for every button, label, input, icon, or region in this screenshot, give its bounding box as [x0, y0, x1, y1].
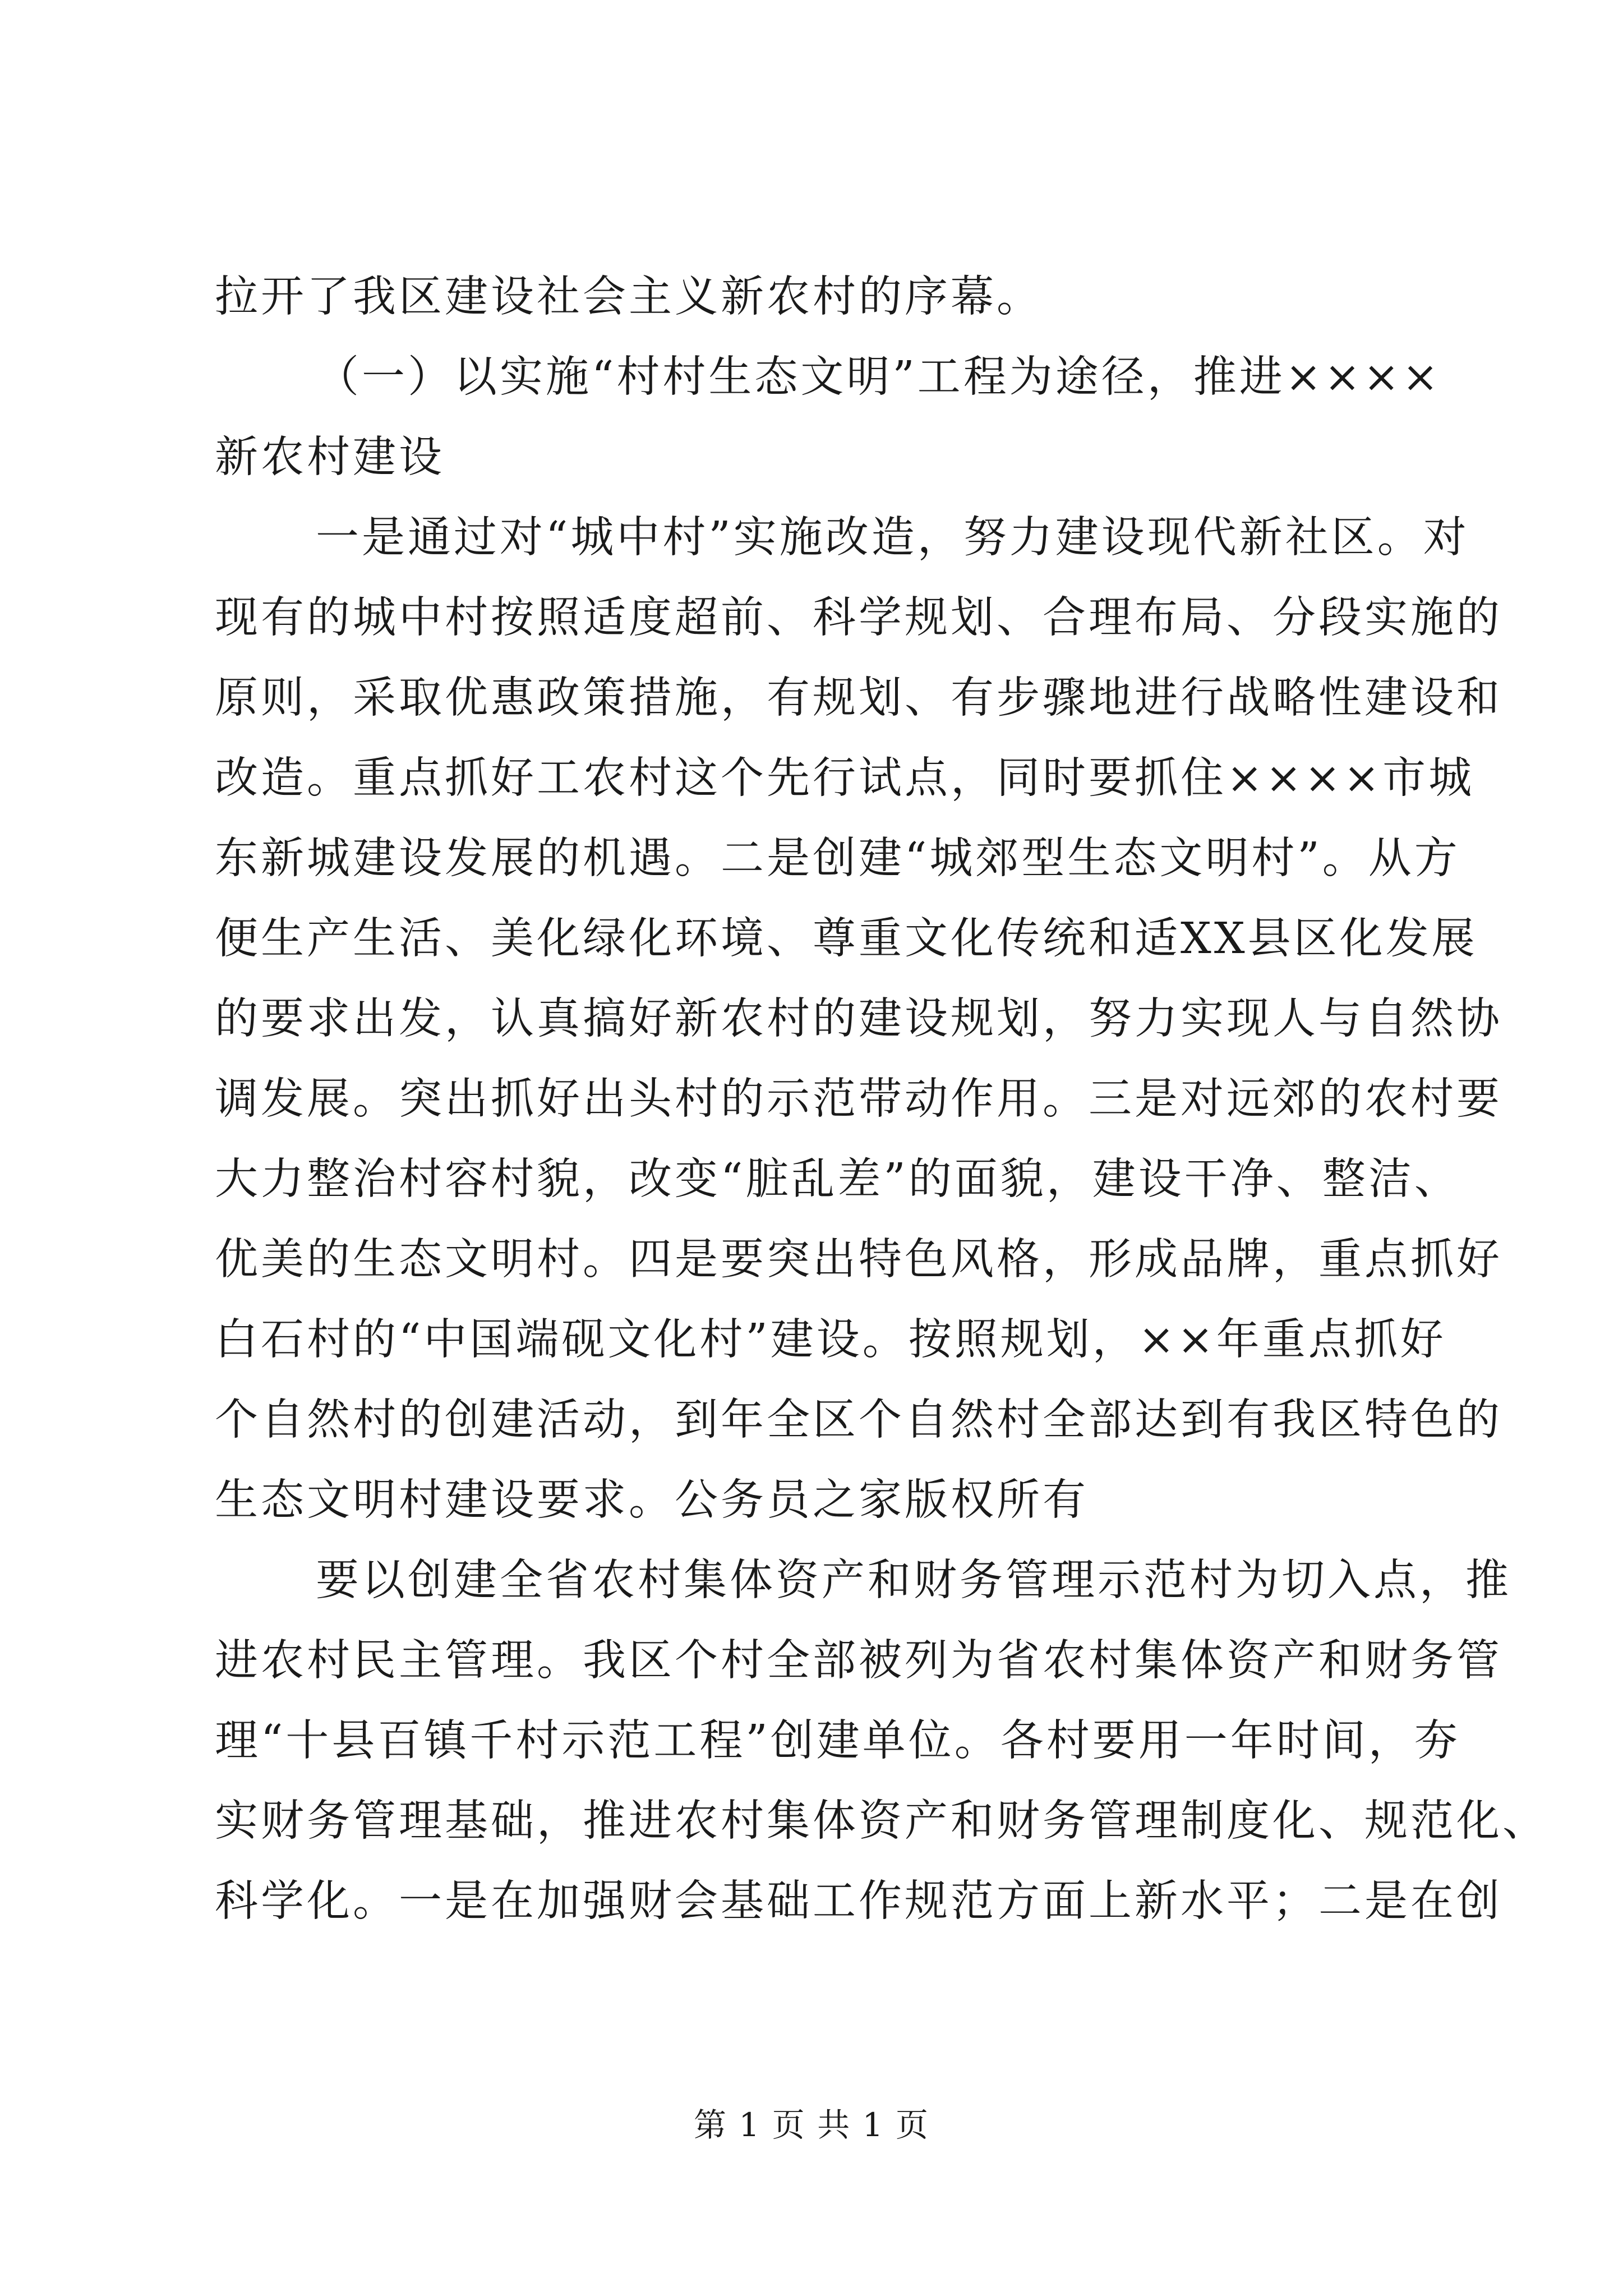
paragraph-1-line-9: 大力整治村容村貌，改变“脏乱差”的面貌，建设干净、整洁、: [215, 1154, 1460, 1204]
paragraph-1-line-3: 原则，采取优惠政策措施，有规划、有步骤地进行战略性建设和: [215, 673, 1502, 723]
text-line-1: 拉开了我区建设社会主义新农村的序幕。: [215, 272, 1043, 322]
paragraph-2-line-1: 要以创建全省农村集体资产和财务管理示范村为切入点，推: [316, 1556, 1511, 1605]
page-number-label: 第 1 页 共 1 页: [694, 2106, 929, 2144]
paragraph-2-line-2: 进农村民主管理。我区个村全部被列为省农村集体资产和财务管: [215, 1636, 1502, 1686]
paragraph-1-line-6: 便生产生活、美化绿化环境、尊重文化传统和适XX县区化发展: [215, 914, 1478, 964]
paragraph-1-line-11: 白石村的“中国端砚文化村”建设。按照规划，××年重点抓好: [215, 1315, 1446, 1365]
paragraph-1-line-10: 优美的生态文明村。四是要突出特色风格，形成品牌，重点抓好: [215, 1235, 1502, 1285]
paragraph-1-line-1: 一是通过对“城中村”实施改造，努力建设现代新社区。对: [316, 513, 1469, 563]
paragraph-1-line-8: 调发展。突出抓好出头村的示范带动作用。三是对远郊的农村要: [215, 1074, 1502, 1124]
page-footer: [0, 2102, 1623, 2147]
paragraph-1-line-12: 个自然村的创建活动，到年全区个自然村全部达到有我区特色的: [215, 1395, 1502, 1445]
paragraph-2-line-4: 实财务管理基础，推进农村集体资产和财务管理制度化、规范化、: [215, 1796, 1548, 1846]
paragraph-2-line-5: 科学化。一是在加强财会基础工作规范方面上新水平；二是在创: [215, 1876, 1502, 1926]
section-heading-line-2: 新农村建设: [215, 432, 445, 482]
section-heading-line-1: （一）以实施“村村生态文明”工程为途径，推进××××: [316, 352, 1441, 402]
paragraph-1-line-7: 的要求出发，认真搞好新农村的建设规划，努力实现人与自然协: [215, 994, 1502, 1044]
paragraph-1-line-5: 东新城建设发展的机遇。二是创建“城郊型生态文明村”。从方: [215, 834, 1460, 884]
paragraph-1-line-13: 生态文明村建设要求。公务员之家版权所有: [215, 1475, 1089, 1525]
paragraph-2-line-3: 理“十县百镇千村示范工程”创建单位。各村要用一年时间，夯: [215, 1716, 1460, 1766]
paragraph-1-line-2: 现有的城中村按照适度超前、科学规划、合理布局、分段实施的: [215, 593, 1502, 643]
paragraph-1-line-4: 改造。重点抓好工农村这个先行试点，同时要抓住××××市城: [215, 753, 1475, 803]
document-body: [215, 257, 1548, 1941]
